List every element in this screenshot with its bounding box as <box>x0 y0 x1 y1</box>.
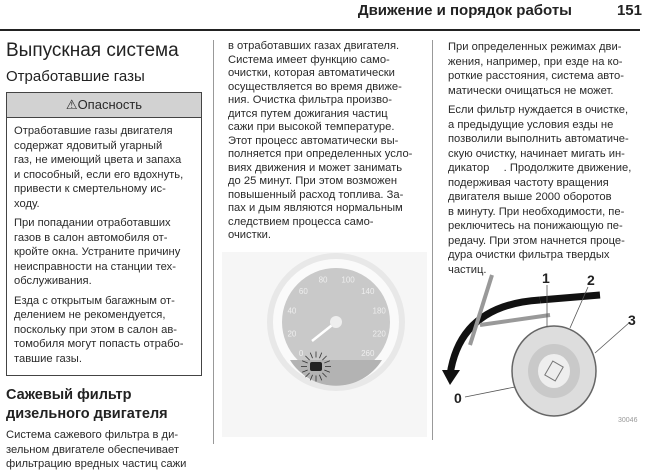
text-line: виях движения и может занимать <box>228 161 403 174</box>
text-line: в минуту. При необходимости, пе- <box>448 205 625 218</box>
page-number: 151 <box>616 2 642 19</box>
text-line: дикатор . Продолжите движение, <box>448 162 632 174</box>
ignition-switch-figure <box>440 265 645 435</box>
speedometer-tick-label: 180 <box>372 306 386 316</box>
text-line: жения, например, при езде на ко- <box>448 55 623 68</box>
paragraph <box>6 386 202 424</box>
speedometer-figure <box>222 252 427 437</box>
soot-filter-title <box>6 386 202 424</box>
figure-id: 30046 <box>618 417 638 424</box>
text-line: Если фильтр нуждается в очистке, <box>448 104 629 116</box>
danger-box <box>6 92 202 376</box>
speedometer-tick-label: 260 <box>361 349 375 359</box>
column-divider <box>432 40 433 440</box>
text-line: содержат ядовитый угарный <box>14 139 163 152</box>
soot-filter-indicator-icon <box>301 352 331 382</box>
speedometer-tick-label: 20 <box>287 329 297 339</box>
text-line: дится путем дожигания частиц <box>228 107 388 120</box>
text-line: делением не рекомендуется, <box>14 309 166 321</box>
text-line: Система сажевого фильтра в ди- <box>6 429 179 441</box>
speedometer-tick-label: 100 <box>341 275 355 285</box>
text-line: фильтрацию вредных частиц сажи <box>6 458 187 470</box>
text-line: При определенных режимах дви- <box>448 41 622 53</box>
column-3 <box>448 40 644 282</box>
text-line: дизельного двигателя <box>6 406 168 422</box>
paragraph <box>448 40 644 98</box>
soot-filter-text <box>6 428 202 472</box>
text-line: кройте окна. Устраните причину <box>14 246 181 258</box>
text-line: роткие расстояния, система авто- <box>448 70 624 82</box>
header-rule <box>0 29 640 31</box>
column-divider <box>213 40 214 444</box>
text-line: полняется при определенных усло- <box>228 148 413 160</box>
text-line: осуществляется во время движе- <box>228 80 402 93</box>
paragraph <box>448 103 644 277</box>
text-line: Отработавшие газы двигателя <box>14 125 173 137</box>
text-line: очистки, которая автоматически <box>228 67 395 79</box>
speedometer-tick-label: 220 <box>372 329 386 339</box>
text-line: поскольку при этом в салон ав- <box>14 323 177 336</box>
text-line: привести к смертельному ис- <box>14 183 166 195</box>
text-line: сажи при высокой температуре. <box>228 121 395 133</box>
text-line: а предыдущие условия езды не <box>448 118 614 131</box>
speedometer-tick-label: 80 <box>318 275 328 285</box>
danger-box-header <box>7 93 201 118</box>
paragraph <box>228 40 424 243</box>
text-line: следствием процесса само- <box>228 215 374 228</box>
text-line: тавшие газы. <box>14 352 82 365</box>
speedometer-tick-label: 0 <box>298 349 304 359</box>
body-text <box>448 40 644 277</box>
text-line: томобиля могут попасть отрабо- <box>14 338 184 350</box>
text-line: реключитесь на понижающую пе- <box>448 220 623 232</box>
text-line: газов в салон автомобиля от- <box>14 231 168 244</box>
position-label-0: 0 <box>454 390 462 406</box>
text-line: неисправности на станции тех- <box>14 260 176 273</box>
text-line: частиц. <box>448 263 487 276</box>
running-header-title: Движение и порядок работы <box>357 2 572 19</box>
danger-label: Опасность <box>77 97 143 112</box>
text-line: скую очистку, начинает мигать ин- <box>448 147 625 160</box>
text-line: в отработавших газах двигателя. <box>228 40 400 52</box>
text-line: Сажевый фильтр <box>6 387 132 403</box>
paragraph <box>14 216 195 289</box>
column-1 <box>6 40 202 472</box>
speedometer-tick-label: 60 <box>298 286 308 296</box>
text-line: редачу. При этом начнется проце- <box>448 234 625 247</box>
text-line: обслуживания. <box>14 275 92 287</box>
section-title: Выпускная система <box>6 40 179 61</box>
text-line: двигателя выше 2000 оборотов <box>448 191 612 203</box>
text-line: газ, не имеющий цвета и запаха <box>14 154 182 166</box>
text-line: позволили выполнить автоматиче- <box>448 133 629 145</box>
text-line: Система имеет функцию само- <box>228 53 390 66</box>
subsection-title: Отработавшие газы <box>6 68 145 85</box>
text-line: повышенный расход топлива. За- <box>228 188 404 201</box>
speedometer-tick-label: 40 <box>287 306 297 316</box>
speedometer-tick-label: 140 <box>361 286 375 296</box>
position-label-1: 1 <box>542 270 550 286</box>
paragraph <box>6 428 202 472</box>
text-line: и способный, если его вдохнуть, <box>14 168 184 181</box>
paragraph <box>14 124 195 211</box>
text-line: матически очищаться не может. <box>448 84 614 97</box>
paragraph <box>14 294 195 367</box>
warning-triangle-icon: ⚠ <box>65 97 78 112</box>
position-label-2: 2 <box>587 272 595 288</box>
text-line: зельном двигателе обеспечивает <box>6 443 179 456</box>
text-line: подерживая частоту вращения <box>448 176 609 189</box>
body-text <box>228 40 424 243</box>
text-line: очистки. <box>228 229 272 241</box>
column-2 <box>228 40 424 243</box>
position-label-3: 3 <box>628 312 636 328</box>
text-line: ходу. <box>14 197 40 210</box>
text-line: пах и дым являются нормальным <box>228 202 403 214</box>
text-line: дура очистки фильтра твердых <box>448 249 610 261</box>
danger-box-body <box>7 118 201 375</box>
text-line: При попадании отработавших <box>14 217 171 229</box>
text-line: до 25 минут. При этом возможен <box>228 175 398 187</box>
text-line: ния. Очистка фильтра произво- <box>228 94 392 106</box>
text-line: Этот процесс автоматически вы- <box>228 134 399 147</box>
text-line: Езда с открытым багажным от- <box>14 294 175 307</box>
